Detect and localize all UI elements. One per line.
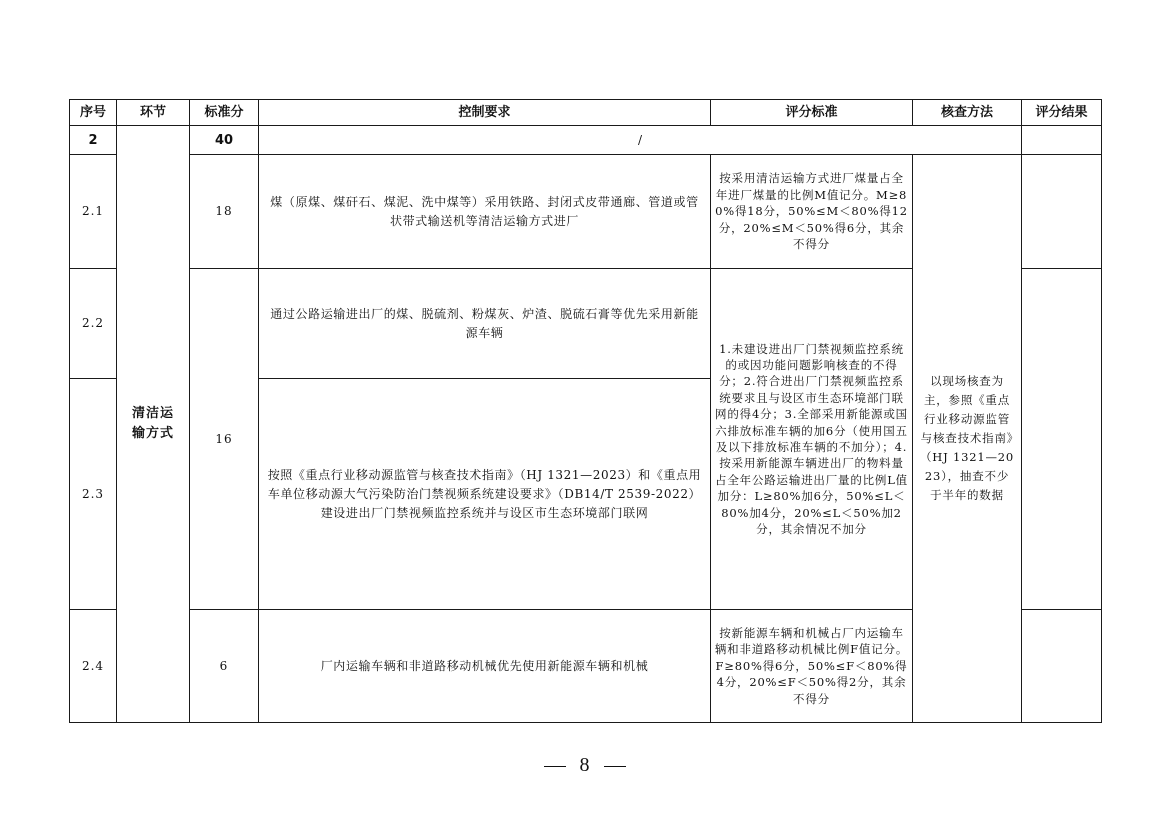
row-scoring-criteria-merged: 1.未建设进出厂门禁视频监控系统的或因功能问题影响核查的不得分；2.符合进出厂门禁视频监控系统要求且与设区市生态环境部门联网的得4分；3.全部采用新能源或国六排放标准车辆的加6分（使用国五及以下排放标准车辆的不加分）；4.按采用新能源车辆进出厂的物料量占全年公路运输进出厂量的比例L值加分：L≥80%加6分，50%≤L＜80%加4分，20%≤L＜50%加2分，其余情况不加分	[711, 269, 913, 610]
table-row	[70, 155, 1102, 269]
section-row	[70, 126, 1102, 155]
row-scoring-result[interactable]	[1022, 155, 1102, 269]
assessment-table	[69, 99, 1102, 723]
header-scoring-criteria: 评分标准	[711, 100, 913, 126]
row-control-requirement: 厂内运输车辆和非道路移动机械优先使用新能源车辆和机械	[259, 610, 711, 723]
row-seq: 2.2	[70, 269, 117, 379]
inspection-method-cell	[913, 155, 1022, 723]
section-standard-score: 40	[190, 126, 259, 155]
page-footer	[0, 754, 1169, 777]
row-scoring-criteria: 按采用清洁运输方式进厂煤量占全年进厂煤量的比例M值记分。M≥80%得18分，50%≤M＜80%得12分，20%≤M＜50%得6分，其余不得分	[711, 155, 913, 269]
row-seq: 2.1	[70, 155, 117, 269]
row-standard-score: 6	[190, 610, 259, 723]
page-number: 8	[579, 754, 590, 776]
header-inspection-method: 核查方法	[913, 100, 1022, 126]
section-seq: 2	[70, 126, 117, 155]
row-control-requirement: 通过公路运输进出厂的煤、脱硫剂、粉煤灰、炉渣、脱硫石膏等优先采用新能源车辆	[259, 269, 711, 379]
header-standard-score: 标准分	[190, 100, 259, 126]
row-scoring-result[interactable]	[1022, 610, 1102, 723]
dash-right-icon	[604, 766, 626, 767]
row-standard-score: 18	[190, 155, 259, 269]
header-seq: 序号	[70, 100, 117, 126]
dash-left-icon	[544, 766, 566, 767]
header-scoring-result: 评分结果	[1022, 100, 1102, 126]
section-stage-label: 清洁运输方式	[131, 406, 174, 441]
row-scoring-criteria: 按新能源车辆和机械占厂内运输车辆和非道路移动机械比例F值记分。F≥80%得6分，50%≤F＜80%得4分，20%≤F＜50%得2分，其余不得分	[711, 610, 913, 723]
section-stage	[117, 126, 190, 723]
header-stage: 环节	[117, 100, 190, 126]
row-control-requirement: 按照《重点行业移动源监管与核查技术指南》（HJ 1321—2023）和《重点用车单位移动源大气污染防治门禁视频系统建设要求》（DB14/T 2539-2022）建设进出厂门禁视频监控系统并与设区市生态环境部门联网	[259, 379, 711, 610]
row-control-requirement: 煤（原煤、煤矸石、煤泥、洗中煤等）采用铁路、封闭式皮带通廊、管道或管状带式输送机等清洁运输方式进厂	[259, 155, 711, 269]
row-seq: 2.4	[70, 610, 117, 723]
header-row	[70, 100, 1102, 126]
section-placeholder: /	[259, 126, 1022, 155]
section-scoring-result	[1022, 126, 1102, 155]
row-scoring-result-merged[interactable]	[1022, 269, 1102, 610]
row-standard-score-merged: 16	[190, 269, 259, 610]
header-control-requirement: 控制要求	[259, 100, 711, 126]
row-seq: 2.3	[70, 379, 117, 610]
inspection-method-text: 以现场核查为主，参照《重点行业移动源监管与核查技术指南》（HJ 1321—2023），抽查不少于半年的数据	[920, 374, 1014, 502]
